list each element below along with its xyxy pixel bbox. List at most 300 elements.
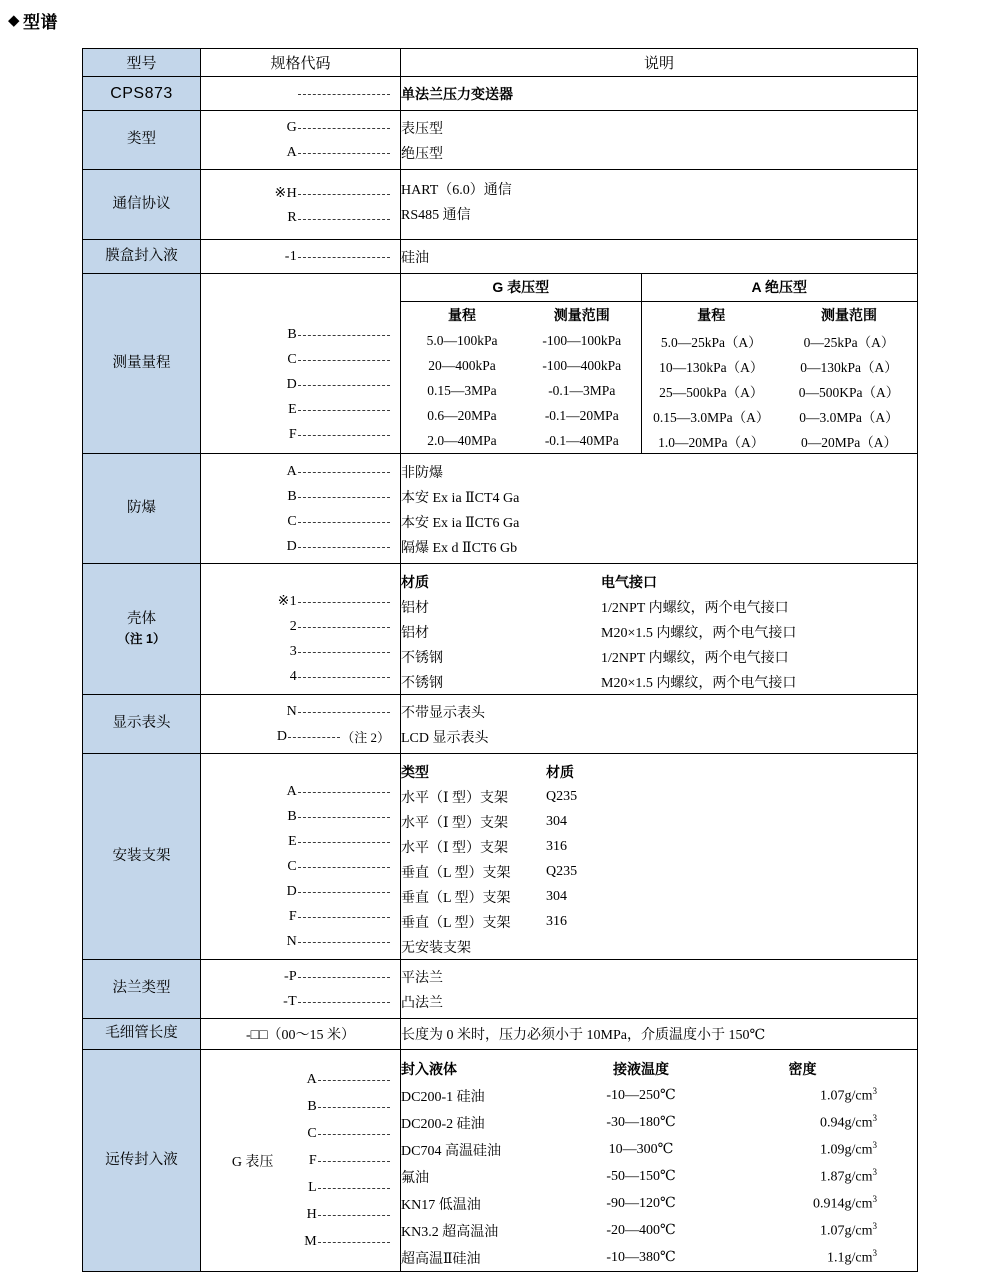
desc-line: 不带显示表头	[401, 705, 485, 721]
housing-col-header-row	[401, 569, 917, 594]
bracket-type: 水平（Ⅰ 型）支架	[401, 840, 509, 856]
type-desc-cell	[401, 111, 918, 170]
leader-dash-icon	[298, 94, 390, 95]
density-value: 1.07g/cm	[820, 1088, 873, 1104]
flange-desc-cell	[401, 960, 918, 1019]
measure-code-cell	[201, 274, 401, 454]
a-span: 1.0—20MPa（A）	[658, 434, 765, 450]
fluid-density	[716, 1248, 917, 1267]
code-line	[201, 989, 390, 1014]
code-label: D	[276, 728, 288, 744]
code-label: A	[286, 144, 297, 160]
leader-dash-icon	[298, 867, 390, 868]
leader-dash-icon	[298, 892, 390, 893]
leader-dash-icon	[318, 1215, 390, 1216]
code-line	[201, 181, 390, 206]
fluid-name: 超高温Ⅱ硅油	[401, 1251, 481, 1267]
desc-line	[401, 594, 917, 619]
table-row-fill-fluid	[83, 1050, 918, 1272]
col-header-material: 材质	[401, 573, 429, 590]
leader-dash-icon	[288, 737, 340, 738]
housing-desc-cell	[401, 564, 918, 695]
leader-dash-icon	[298, 602, 390, 603]
code-label: D	[286, 376, 297, 392]
bracket-desc-cell	[401, 754, 918, 960]
leader-dash-icon	[318, 1080, 390, 1081]
g-span: 20—400kPa	[428, 357, 496, 373]
fluid-temp: -10—380℃	[606, 1250, 676, 1265]
fluid-name: 氟油	[401, 1170, 429, 1186]
fluid-temp: -90—120℃	[606, 1196, 676, 1211]
model-spec-table	[82, 48, 918, 1272]
code-label: N	[286, 933, 297, 949]
code-line	[201, 422, 390, 447]
fluid-temp: 10—300℃	[608, 1142, 674, 1157]
code-line	[201, 509, 390, 534]
leader-dash-icon	[298, 128, 390, 129]
bracket-material: Q235	[546, 788, 578, 804]
display-code-cell	[201, 695, 401, 754]
housing-interface: 1/2NPT 内螺纹，两个电气接口	[601, 650, 789, 666]
section-label-capillary: 毛细管长度	[83, 1019, 201, 1050]
leader-dash-icon	[298, 677, 390, 678]
a-span: 0.15—3.0MPa（A）	[653, 409, 770, 425]
explosion-code-cell	[201, 454, 401, 564]
bracket-material: 304	[546, 813, 567, 829]
code-label: A	[306, 1071, 317, 1087]
fluid-temp: -50—150℃	[606, 1169, 676, 1184]
desc-line	[401, 909, 917, 934]
leader-dash-icon	[298, 153, 390, 154]
leader-dash-icon	[318, 1134, 390, 1135]
code-line	[201, 347, 390, 372]
housing-code-cell	[201, 564, 401, 695]
model-number: CPS873	[83, 77, 201, 111]
desc-line	[401, 619, 917, 644]
measure-range-grid	[401, 274, 918, 454]
housing-material: 铝材	[401, 600, 429, 616]
fill-fluid-group-label: G 表压	[231, 1154, 274, 1170]
leader-dash-icon	[298, 652, 390, 653]
table-row-bracket	[83, 754, 918, 960]
leader-dash-icon	[298, 472, 390, 473]
code-label: 2	[289, 618, 297, 634]
measure-range-inner-table	[401, 274, 917, 453]
housing-interface: M20×1.5 内螺纹，两个电气接口	[601, 625, 797, 641]
leader-dash-icon	[318, 1161, 390, 1162]
desc-line	[401, 834, 917, 859]
code-line	[304, 1174, 390, 1201]
capillary-code: -□□（00～15 米）	[245, 1028, 356, 1043]
code-line	[201, 322, 390, 347]
fill-fluid-col-header-row	[401, 1055, 917, 1082]
desc-line	[401, 884, 917, 909]
table-row-capillary	[83, 1019, 918, 1050]
diaphragm-code-cell	[201, 240, 401, 274]
col-header-type: 类型	[401, 763, 429, 780]
density-exponent: 3	[872, 1248, 877, 1259]
leader-dash-icon	[298, 385, 390, 386]
code-line	[304, 1147, 390, 1174]
bracket-type: 垂直（L 型）支架	[401, 915, 511, 931]
housing-material: 不锈钢	[401, 650, 443, 666]
fluid-density	[716, 1140, 917, 1159]
a-range: 0—20MPa（A）	[800, 434, 897, 450]
capillary-code-cell	[201, 1019, 401, 1050]
g-span: 0.15—3MPa	[427, 382, 497, 398]
density-value: 1.1g/cm	[827, 1250, 873, 1266]
bracket-material: Q235	[546, 863, 578, 879]
density-value: 1.07g/cm	[820, 1223, 873, 1239]
g-range: -0.1—3MPa	[523, 378, 641, 403]
code-label: ※1	[277, 594, 297, 609]
a-span: 25—500kPa（A）	[659, 384, 764, 400]
desc-line: RS485 通信	[401, 207, 471, 223]
bracket-type: 垂直（L 型）支架	[401, 865, 511, 881]
col-header-interface: 电气接口	[601, 573, 657, 590]
a-span: 5.0—25kPa（A）	[660, 334, 762, 350]
leader-dash-icon	[318, 1107, 390, 1108]
a-range: 0—130kPa（A）	[800, 359, 898, 375]
housing-interface: 1/2NPT 内螺纹，两个电气接口	[601, 600, 789, 616]
code-label: C	[287, 858, 297, 874]
measure-row	[401, 378, 917, 403]
section-label-flange-type: 法兰类型	[83, 960, 201, 1019]
leader-dash-icon	[318, 1242, 390, 1243]
sub-header-g-range: 测量范围	[523, 301, 641, 328]
code-label: F	[308, 1152, 317, 1168]
code-label: E	[288, 401, 297, 417]
bracket-type: 无安装支架	[401, 940, 471, 956]
housing-material: 不锈钢	[401, 675, 443, 691]
desc-line: LCD 显示表头	[401, 730, 489, 746]
bracket-material: 316	[546, 838, 567, 854]
fluid-density	[716, 1113, 917, 1132]
table-row-housing	[83, 564, 918, 695]
density-value: 1.09g/cm	[820, 1142, 873, 1158]
g-span: 2.0—40MPa	[427, 432, 497, 448]
table-row-diaphragm-fill	[83, 240, 918, 274]
code-label: G	[286, 119, 297, 135]
housing-note: （注 1）	[117, 632, 166, 647]
section-label-bracket: 安装支架	[83, 754, 201, 960]
header-description: 说明	[401, 49, 918, 77]
leader-dash-icon	[298, 360, 390, 361]
code-label: L	[308, 1179, 317, 1195]
leader-dash-icon	[298, 842, 390, 843]
explosion-desc-cell	[401, 454, 918, 564]
density-exponent: 3	[872, 1140, 877, 1151]
a-range: 0—500KPa（A）	[798, 384, 900, 400]
density-exponent: 3	[872, 1221, 877, 1232]
leader-dash-icon	[298, 522, 390, 523]
code-label: C	[287, 351, 297, 367]
leader-dash-icon	[298, 917, 390, 918]
housing-label-text: 壳体	[127, 611, 156, 628]
protocol-code-cell	[201, 170, 401, 240]
code-line	[201, 724, 390, 749]
table-row-type	[83, 111, 918, 170]
code-label: B	[287, 326, 297, 342]
fluid-density	[716, 1167, 917, 1186]
a-range: 0—3.0MPa（A）	[799, 409, 899, 425]
g-range: -0.1—40MPa	[523, 428, 641, 453]
code-label: -1	[284, 248, 297, 264]
housing-material: 铝材	[401, 625, 429, 641]
leader-dash-icon	[298, 817, 390, 818]
protocol-desc-cell	[401, 170, 918, 240]
leader-dash-icon	[298, 219, 390, 220]
a-span: 10—130kPa（A）	[659, 359, 764, 375]
code-line	[201, 614, 390, 639]
section-label-fill-fluid: 远传封入液	[83, 1050, 201, 1272]
g-range: -0.1—20MPa	[523, 403, 641, 428]
leader-dash-icon	[298, 194, 390, 195]
code-label: N	[286, 703, 297, 719]
code-line	[201, 484, 390, 509]
fluid-density	[716, 1086, 917, 1105]
desc-line: 本安 Ex ia ⅡCT6 Ga	[401, 515, 520, 531]
fluid-name: DC704 高温硅油	[401, 1143, 501, 1159]
section-label-protocol: 通信协议	[83, 170, 201, 240]
desc-line	[401, 669, 917, 694]
code-line	[201, 904, 390, 929]
bracket-type: 垂直（L 型）支架	[401, 890, 511, 906]
bracket-material: 304	[546, 888, 567, 904]
type-code-cell	[201, 111, 401, 170]
code-line	[201, 534, 390, 559]
density-value: 0.94g/cm	[820, 1115, 873, 1131]
sub-header-a-range: 测量范围	[821, 306, 877, 323]
code-line	[201, 206, 390, 231]
page-title-text: 型谱	[23, 13, 59, 32]
leader-dash-icon	[298, 547, 390, 548]
bracket-type: 水平（Ⅰ 型）支架	[401, 790, 509, 806]
density-value: 1.87g/cm	[820, 1169, 873, 1185]
leader-dash-icon	[298, 712, 390, 713]
leader-dash-icon	[298, 627, 390, 628]
code-line	[304, 1066, 390, 1093]
leader-dash-icon	[298, 435, 390, 436]
code-line	[201, 459, 390, 484]
spec-table-wrapper	[82, 48, 918, 1272]
sub-header-a-span: 量程	[697, 306, 726, 323]
code-line	[201, 964, 390, 989]
fluid-name: DC200-2 硅油	[401, 1116, 485, 1132]
table-row-display-head	[83, 695, 918, 754]
code-label: B	[287, 488, 297, 504]
code-line	[201, 929, 390, 954]
leader-dash-icon	[298, 257, 390, 258]
diamond-bullet-icon: ◆	[8, 12, 21, 29]
header-model: 型号	[83, 49, 201, 77]
fluid-name: KN17 低温油	[401, 1197, 481, 1213]
desc-line: 凸法兰	[401, 995, 443, 1011]
code-line	[201, 140, 390, 165]
code-line	[304, 1228, 390, 1255]
density-exponent: 3	[872, 1113, 877, 1124]
fluid-density	[716, 1194, 917, 1213]
desc-line	[401, 784, 917, 809]
desc-line: 非防爆	[401, 465, 443, 481]
fluid-temp: -20—400℃	[606, 1223, 676, 1238]
section-label-type: 类型	[83, 111, 201, 170]
code-label: 3	[289, 643, 297, 659]
col-header-temp: 接液温度	[613, 1060, 669, 1077]
capillary-desc: 长度为 0 米时，压力必须小于 10MPa，介质温度小于 150℃	[401, 1019, 918, 1050]
desc-line	[401, 1217, 917, 1244]
fluid-temp: -10—250℃	[606, 1088, 676, 1103]
desc-line	[401, 1163, 917, 1190]
section-label-diaphragm-fill: 膜盒封入液	[83, 240, 201, 274]
display-desc-cell	[401, 695, 918, 754]
code-label: A	[286, 783, 297, 799]
fluid-density	[716, 1221, 917, 1240]
code-line	[201, 589, 390, 614]
code-line	[201, 639, 390, 664]
code-line	[201, 699, 390, 724]
code-line	[201, 81, 390, 106]
code-label: -P	[283, 968, 297, 984]
leader-dash-icon	[298, 942, 390, 943]
leader-dash-icon	[298, 497, 390, 498]
desc-line	[401, 1109, 917, 1136]
desc-line	[401, 1082, 917, 1109]
g-span: 0.6—20MPa	[427, 407, 497, 423]
section-label-display-head: 显示表头	[83, 695, 201, 754]
desc-line: 平法兰	[401, 970, 443, 986]
g-span: 5.0—100kPa	[426, 332, 498, 348]
desc-line: HART（6.0）通信	[401, 182, 512, 198]
code-label: -T	[283, 993, 297, 1009]
code-line	[201, 829, 390, 854]
code-label: B	[287, 808, 297, 824]
fluid-name: DC200-1 硅油	[401, 1089, 485, 1105]
bracket-material: 316	[546, 913, 567, 929]
a-range: 0—25kPa（A）	[803, 334, 895, 350]
code-label: ※H	[274, 185, 297, 201]
g-range: -100—400kPa	[523, 353, 641, 378]
desc-line	[401, 1190, 917, 1217]
code-line	[201, 115, 390, 140]
leader-dash-icon	[298, 410, 390, 411]
section-label-housing	[83, 564, 201, 695]
density-exponent: 3	[872, 1194, 877, 1205]
code-line	[201, 372, 390, 397]
desc-line: 表压型	[401, 121, 443, 137]
table-row-flange-type	[83, 960, 918, 1019]
fill-fluid-desc-cell	[401, 1050, 918, 1272]
code-line	[304, 1201, 390, 1228]
leader-dash-icon	[298, 335, 390, 336]
measure-row	[401, 328, 917, 353]
table-header-row	[83, 49, 918, 77]
desc-line	[401, 934, 917, 959]
fill-fluid-code-cell	[201, 1050, 401, 1272]
code-label: F	[288, 908, 297, 924]
fluid-temp: -30—180℃	[606, 1115, 676, 1130]
measure-row	[401, 403, 917, 428]
measure-row	[401, 428, 917, 453]
g-range: -100—100kPa	[523, 328, 641, 353]
leader-dash-icon	[318, 1188, 390, 1189]
leader-dash-icon	[298, 1002, 390, 1003]
header-spec-code: 规格代码	[201, 49, 401, 77]
measure-row	[401, 353, 917, 378]
measure-sub-header-row	[401, 301, 917, 328]
code-label: D	[286, 883, 297, 899]
fluid-name: KN3.2 超高温油	[401, 1224, 499, 1240]
flange-code-cell	[201, 960, 401, 1019]
section-label-measure-range: 测量量程	[83, 274, 201, 454]
desc-line: 本安 Ex ia ⅡCT4 Ga	[401, 490, 520, 506]
code-line	[201, 804, 390, 829]
code-line	[304, 1093, 390, 1120]
bracket-code-cell	[201, 754, 401, 960]
code-label: H	[306, 1206, 317, 1222]
code-line	[201, 779, 390, 804]
code-line	[201, 879, 390, 904]
table-row-explosion-proof	[83, 454, 918, 564]
code-label: R	[287, 210, 297, 225]
display-note: （注 2）	[341, 730, 390, 745]
code-label: E	[288, 833, 297, 849]
desc-line: 隔爆 Ex d ⅡCT6 Gb	[401, 540, 518, 556]
desc-line	[401, 809, 917, 834]
desc-line	[401, 1136, 917, 1163]
bracket-col-header-row	[401, 759, 917, 784]
desc-line	[401, 859, 917, 884]
code-label: 4	[289, 668, 297, 684]
section-label-explosion-proof: 防爆	[83, 454, 201, 564]
leader-dash-icon	[298, 792, 390, 793]
col-header-fluid: 封入液体	[401, 1060, 457, 1077]
col-header-density: 密度	[788, 1060, 817, 1077]
code-label: M	[304, 1233, 317, 1249]
code-label: F	[288, 426, 297, 442]
measure-group-header-row	[401, 274, 917, 301]
density-value: 0.914g/cm	[813, 1196, 873, 1212]
col-header-material: 材质	[546, 763, 574, 780]
desc-line	[401, 1244, 917, 1271]
page-title	[8, 8, 58, 33]
desc-line	[401, 644, 917, 669]
code-line	[201, 244, 390, 269]
code-line	[304, 1120, 390, 1147]
diaphragm-desc-cell	[401, 240, 918, 274]
code-label: C	[307, 1125, 317, 1141]
code-line	[201, 664, 390, 689]
leader-dash-icon	[298, 977, 390, 978]
desc-line: 硅油	[401, 250, 429, 266]
group-header-gauge: G 表压型	[401, 274, 641, 301]
table-row-protocol	[83, 170, 918, 240]
code-label: D	[286, 538, 297, 554]
density-exponent: 3	[872, 1086, 877, 1097]
code-label: C	[287, 513, 297, 529]
sub-header-g-span: 量程	[448, 306, 476, 323]
code-line	[201, 854, 390, 879]
group-header-absolute: A 绝压型	[641, 274, 917, 301]
model-code-cell	[201, 77, 401, 111]
density-exponent: 3	[872, 1167, 877, 1178]
code-label: A	[286, 463, 297, 479]
model-description: 单法兰压力变送器	[401, 77, 918, 111]
table-row-model	[83, 77, 918, 111]
table-row-measure-range	[83, 274, 918, 454]
desc-line: 绝压型	[401, 146, 443, 162]
code-line	[201, 397, 390, 422]
